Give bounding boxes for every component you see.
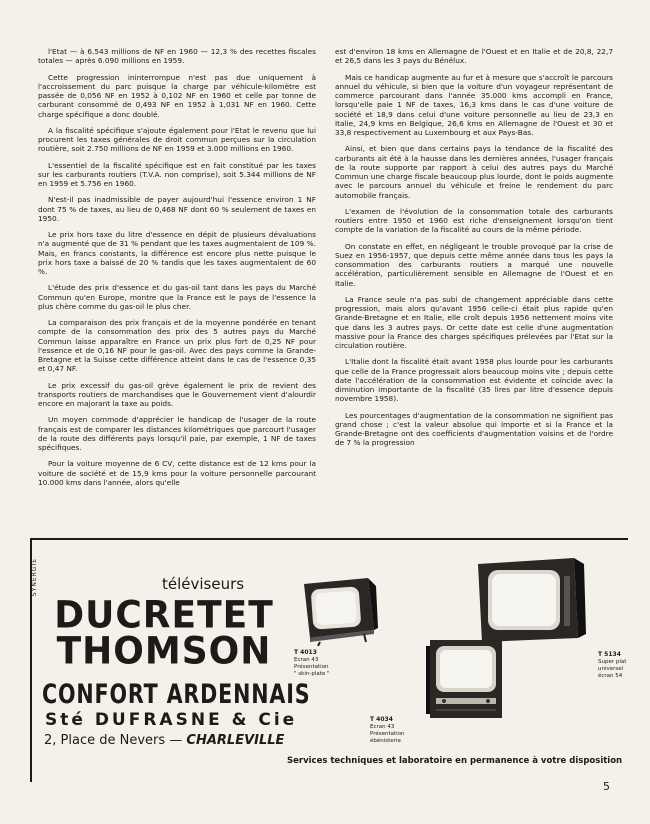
dealer-address <box>44 733 284 748</box>
brand-name-line2: THOMSON <box>56 629 272 673</box>
paragraph: L'essentiel de la fiscalité spécifique est en fait constitué par les taxes sur les carburants routiers (T.V.A. non comprise), soit 5.344 millions de NF en 1959 et 5.756 en 1960. <box>38 160 316 188</box>
television-t4013-icon <box>298 576 378 646</box>
services-tagline: Services techniques et laboratoire en permanence à votre disposition <box>287 756 623 766</box>
paragraph: Ainsi, et bien que dans certains pays la tendance de la fiscalité des carburants ait été à la hausse dans les dernières années, l'usager français de la route supporte par rapport à celui des autres pays du Marché Commun une charge fiscale beaucoup plus lourde, dont le poids augmente avec le parcours annuel du véhicule et freine le rendement du parc automobile français. <box>335 144 613 200</box>
model-caption: T 4013 Ecran 43 Présentation " skin-plate " <box>294 649 330 677</box>
paragraph: L'étude des prix d'essence et du gas-oil tant dans les pays du Marché Commun qu'en Europe, montre que la France est le pays de l'essence la plus chère comme du gas-oil le plus cher. <box>38 283 316 311</box>
paragraph: Le prix excessif du gas-oil grève également le prix de revient des transports routiers de marchandises que le Gouvernement vient d'alourdir encore en majorant la taxe au poids. <box>38 380 316 408</box>
paragraph: Pour la voiture moyenne de 6 CV, cette distance est de 12 kms pour la voiture de société et de 15,9 kms pour la voiture personnelle parcourant 10.000 kms dans l'année, alors qu'elle <box>38 459 316 487</box>
paragraph: Les pourcentages d'augmentation de la consommation ne signifient pas grand chose ; c'est la valeur absolue qui importe et si la France et la Grande-Bretagne ont des coefficients d'augmentation voisins et de l'ordre de 7 % la progression <box>335 410 613 448</box>
paragraph: N'est-il pas inadmissible de payer aujourd'hui l'essence environ 1 NF dont 75 % de taxes, au lieu de 0,468 NF dont 60 % seulement de taxes en 1950. <box>38 195 316 223</box>
article-right-column <box>335 47 613 455</box>
street: 2, Place de Nevers — <box>44 733 183 748</box>
paragraph: A la fiscalité spécifique s'ajoute également pour l'Etat le revenu que lui procurent les taxes générales de droit commun perçues sur la circulation routière, soit 2.750 millions de NF en 1959 et 3.000 millions en 1960. <box>38 125 316 154</box>
agency-label: SYNERGIE <box>31 558 38 597</box>
paragraph: l'Etat — à 6.543 millions de NF en 1960 — 12,3 % des recettes fiscales totales — après 6.090 millions en 1959. <box>38 47 316 66</box>
dealer-name: CONFORT ARDENNAIS <box>42 679 311 710</box>
paragraph: L'Italie dont la fiscalité était avant 1958 plus lourde pour les carburants que celle de la France progressait alors beaucoup moins vite ; depuis cette date l'accélération de la consommation est évidente et coïncide avec la diminution importante de la fiscalité (35 lires par litre d'essence depuis novembre 1958). <box>335 357 613 404</box>
television-t5134-icon <box>474 556 586 646</box>
company-name: Sté DUFRASNE & Cie <box>45 710 298 730</box>
paragraph: Mais ce handicap augmente au fur et à mesure que s'accroît le parcours annuel du véhicule, si bien que la voiture d'un voyageur représentant de commerce parcourant dans l'année 35.000 kms accompli en France, lorsqu'elle paie 1 NF de taxes, 16,3 kms dans le cas d'une voiture de société et 18,9 dans celui d'une voiture personnelle au lieu de 23,3 en Italie, 24,9 kms en Belgique, 26,6 kms en Allemagne de l'Ouest et 30 et 33,8 respectivement au Luxembourg et aux Pays-Bas. <box>335 72 613 137</box>
paragraph: Le prix hors taxe du litre d'essence en dépit de plusieurs dévaluations n'a augmenté que de 31 % pendant que les taxes augmentaient de 109 %. Mais, en francs constants, la différence est encore plus nette puisque le prix hors taxe a baissé de 20 % tandis que les taxes augmentaient de 60 %. <box>38 230 316 276</box>
paragraph: La France seule n'a pas subi de changement appréciable dans cette progression, mais alors qu'avant 1956 celle-ci était plus rapide qu'en Grande-Bretagne et en Italie, elle croît depuis 1956 nettement moins vite que dans les 3 autres pays. Or cette date est celle d'une augmentation massive pour la France des charges spécifiques prélevées par l'Etat sur la circulation routière. <box>335 294 613 350</box>
television-t4034-icon <box>424 636 506 722</box>
paragraph: On constate en effet, en négligeant le trouble provoqué par la crise de Suez en 1956-1957, que depuis cette même année dans tous les pays la consommation des carburants routiers a marqué une nouvelle accélération, particulièrement sensible en Allemagne de l'Ouest et en Italie. <box>335 241 613 288</box>
paragraph: Un moyen commode d'apprécier le handicap de l'usager de la route français est de comparer les distances kilométriques que parcourt l'usager de la route des différents pays lorsqu'il paie, par exemple, 1 NF de taxes spécifiques. <box>38 415 316 452</box>
paragraph: Cette progression ininterrompue n'est pas due uniquement à l'accroissement du parc puisque la charge par véhicule-kilomètre est passée de 0,056 NF en 1952 à 0,102 NF en 1960 et celle par tonne de carburant consommé de 0,493 NF en 1952 à 1,031 NF en 1960. Cette charge spécifique a donc doublé. <box>38 72 316 119</box>
paragraph: L'examen de l'évolution de la consommation totale des carburants routiers entre 1950 et 1960 est riche d'enseignement lorsqu'on tient compte de la variation de la fiscalité au cours de la même période. <box>335 206 613 235</box>
ad-subtitle: téléviseurs <box>162 575 245 593</box>
city: CHARLEVILLE <box>186 733 285 748</box>
page-number: 5 <box>603 780 610 793</box>
article-left-column <box>38 47 316 494</box>
brand-name-line1: DUCRETET <box>54 593 274 637</box>
model-caption: T 4034 Ecran 43 Présentation ébénisterie <box>370 716 405 744</box>
paragraph: est d'environ 18 kms en Allemagne de l'Ouest et en Italie et de 20,8, 22,7 et 26,5 dans les 3 pays du Bénélux. <box>335 47 613 66</box>
paragraph: La comparaison des prix français et de la moyenne pondérée en tenant compte de la consommation des prix des 5 autres pays du Marché Commun laisse apparaître en France un prix plus fort de 0,25 NF pour l'essence et de 0,16 NF pour le gas-oil. Avec des pays comme la Grande-Bretagne et la Suisse cette différence atteint dans le cas de l'essence 0,35 et 0,47 NF. <box>38 318 316 374</box>
model-caption: T 5134 Super plat universel écran 54 <box>598 651 627 679</box>
